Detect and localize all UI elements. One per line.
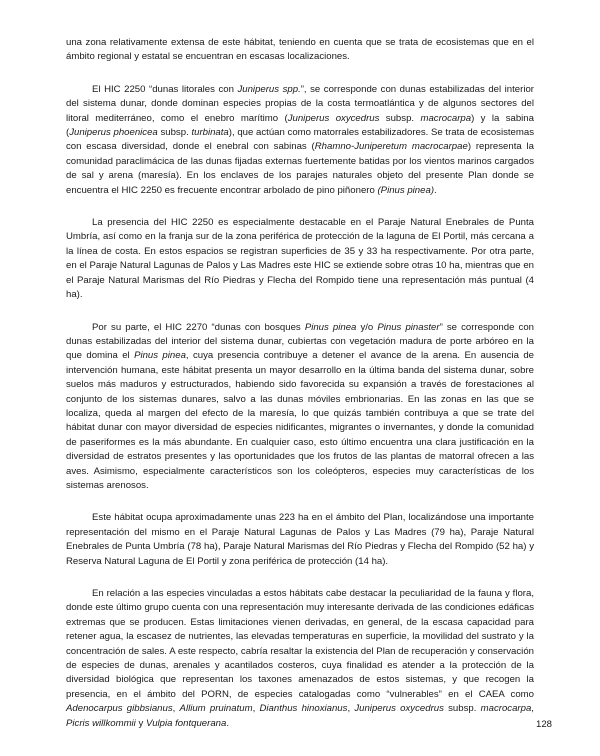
- italic-text: Rhamno-Juniperetum macrocarpae: [314, 141, 468, 153]
- text-run: Por su parte, el HIC 2270 “dunas con bosques: [92, 321, 305, 333]
- italic-text: macrocarpa: [480, 703, 532, 715]
- text-run: ) y la sabina (: [66, 112, 534, 139]
- italic-text: Dianthus hinoxianus: [259, 703, 348, 715]
- italic-text: turbinata: [191, 127, 229, 139]
- text-run: ,: [252, 703, 260, 715]
- paragraph: [66, 321, 534, 494]
- italic-text: Juniperus oxycedrus: [354, 703, 444, 715]
- text-run: La presencia del HIC 2250 es especialmente destacable en el Paraje Natural Enebrales de Punta Umbría, así como en la franja sur de la zona periférica de protección de la laguna de El Portil, más cercana a la línea de costa. En estos espacios se registran superficies de 35 y 33 ha respectivamente. Por otra parte, en el Paraje Natural Lagunas de Palos y Las Madres este HIC se extiende sobre otras 10 ha, mientras que en el Paraje Natural Marismas del Río Piedras y Flecha del Rompido tiene una representación más puntual (4 ha).: [66, 217, 534, 301]
- paragraph: [66, 83, 534, 198]
- text-run: una zona relativamente extensa de este hábitat, teniendo en cuenta que se trata de ecosistemas que en el ámbito regional y estatal se encuentran en escasas localizaciones.: [66, 37, 534, 63]
- text-run: subsp.: [157, 127, 192, 139]
- italic-text: Juniperus phoenicea: [69, 127, 158, 139]
- text-run: ,: [347, 703, 355, 715]
- italic-text: Pinus pinaster: [377, 321, 440, 333]
- paragraph: [66, 587, 534, 731]
- text-run: , cuya presencia contribuye a detener el avance de la arena. En ausencia de intervención humana, este hábitat presenta un mayor desarrollo en la última banda del sistema dunar, sobre suelos más maduros y estructurados, habiendo sido favorecida su expansión a través de forestaciones al conjunto de los sistemas dunares, salvo a las dunas móviles embrionarias. En las zonas en las que se localiza, queda al margen del efecto de la maresía, lo que quizás también contribuya a que se trate del hábitat dunar con mayor diversidad de especies nidificantes, migrantes o invernantes, y donde la comunidad de paseriformes es la más abundante. En cualquier caso, esto último encuentra una clara justificación en la diversidad de estratos presentes y las oportunidades que los frutos de las plantas de matorral ofrecen a las aves. Asimismo, especialmente característicos son los coleópteros, especies muy características de los sistemas arenosos.: [66, 350, 535, 491]
- text-run: ” se corresponde con dunas estabilizadas del interior del sistema dunar, cubiertas con vegetación madura de porte arbóreo en la que domina el: [66, 321, 534, 362]
- text-run: ,: [172, 703, 180, 715]
- italic-text: Pinus pinea: [304, 321, 357, 333]
- italic-text: (Pinus pinea): [377, 184, 435, 196]
- text-run: ), que actúan como matorrales estabilizadores. Se trata de ecosistemas con escasa diversidad, donde el enebral con sabinas (: [66, 127, 534, 153]
- text-run: subsp.: [379, 112, 421, 124]
- paragraph: [66, 36, 534, 65]
- page-number: 128: [535, 719, 552, 730]
- italic-text: Picris willkommii: [66, 717, 136, 729]
- paragraph: [66, 511, 534, 569]
- italic-text: macrocarpa: [420, 112, 472, 124]
- text-run: En relación a las especies vinculadas a estos hábitats cabe destacar la peculiaridad de la fauna y flora, donde este último grupo cuenta con una representación muy interesante derivada de las condiciones edáficas extremas que se producen. Estas limitaciones vienen derivadas, en general, de la escasa capacidad para retener agua, la escasez de nutrientes, las elevadas temperaturas en superficie, la movilidad del sustrato y la concentración de sales. A este respecto, cabría resaltar la existencia del Plan de recuperación y conservación de especies de dunas, arenales y acantilados costeros, cuya finalidad es atender a la protección de la diversidad biológica que representan los taxones amenazados de estos sistemas, y que recogen la presencia, en el ámbito del PORN, de especies catalogadas como “vulnerables” en el CAEA como: [66, 588, 534, 700]
- text-run: ,: [531, 703, 534, 715]
- italic-text: Juniperus oxycedrus: [287, 112, 380, 124]
- text-run: y/o: [356, 321, 378, 333]
- italic-text: Allium pruinatum: [179, 703, 253, 715]
- italic-text: Adenocarpus gibbsianus: [66, 703, 173, 715]
- text-run: .: [226, 717, 230, 729]
- text-run: .: [434, 184, 437, 196]
- text-run: y: [135, 717, 146, 729]
- italic-text: Pinus pinea: [134, 350, 186, 362]
- text-run: Este hábitat ocupa aproximadamente unas 223 ha en el ámbito del Plan, localizándose una importante representación del mismo en el Paraje Natural Lagunas de Palos y Las Madres (79 ha), Paraje Natural Enebrales de Punta Umbría (78 ha), Paraje Natural Marismas del Río Piedras y Flecha del Rompido (52 ha) y Reserva Natural Laguna de El Portil y zona periférica de protección (14 ha).: [66, 512, 534, 567]
- body-text: [66, 36, 534, 731]
- text-run: ”, se corresponde con dunas estabilizadas del interior del sistema dunar, donde dominan especies propias de la costa termoatlántica y de algunos sectores del litoral mediterráneo, como el enebro marítimo (: [66, 83, 534, 124]
- text-run: ) representa la comunidad paraclimácica de las dunas fijadas externas fuertemente batidas por los vientos marinos cargados de sal y arena (maresía). En los enclaves de los parajes naturales objeto del presente Plan donde se encuentra el HIC 2250 es frecuente encontrar arbolado de pino piñonero: [66, 141, 535, 196]
- italic-text: Juniperus spp.: [237, 83, 301, 95]
- paragraph: [66, 216, 534, 302]
- italic-text: Vulpia fontquerana: [145, 717, 227, 729]
- text-run: El HIC 2250 “dunas litorales con: [92, 83, 238, 95]
- text-run: subsp.: [443, 703, 481, 715]
